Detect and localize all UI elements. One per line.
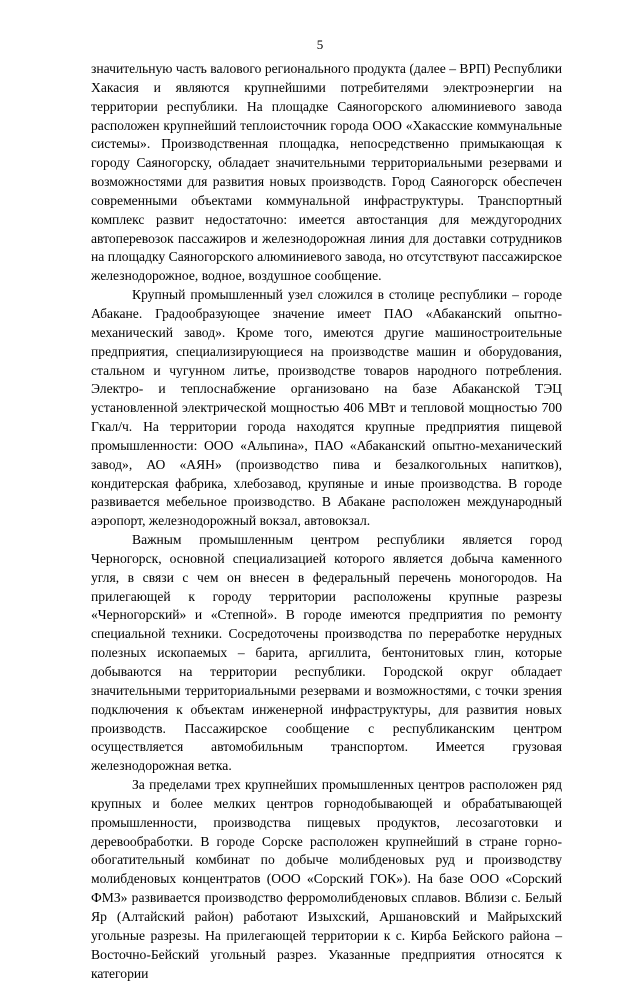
document-body [91, 60, 562, 983]
page-number: 5 [316, 37, 324, 52]
paragraph-abakan: Крупный промышленный узел сложился в столице республики – городе Абакане. Градообразующее значение имеет ПАО «Абаканский опытно-механический завод». Кроме того, имеются другие машиностроительные предприятия, специализирующиеся на производстве машин и оборудования, стальном и чугунном литье, производстве товаров народного потребления. Электро- и теплоснабжение организовано на базе Абаканской ТЭЦ установленной электрической мощностью 406 МВт и тепловой мощностью 700 Гкал/ч. На территории города находятся крупные предприятия пищевой промышленности: ООО «Альпина», ПАО «Абаканский опытно-механический завод», АО «АЯН» (производство пива и безалкогольных напитков), кондитерская фабрика, хлебозавод, крупяные и иные производства. В городе развивается мебельное производство. В Абакане расположен международный аэропорт, железнодорожный вокзал, автовокзал. [91, 287, 562, 529]
paragraph-continuation: значительную часть валового регионального продукта (далее – ВРП) Республики Хакасия и являются крупнейшими потребителями электроэнергии на территории республики. На площадке Саяногорского алюминиевого завода расположен крупнейший теплоисточник города ООО «Хакасские коммунальные системы». Производственная площадка, непосредственно примыкающая к городу Саяногорску, обладает значительными территориальными резервами и возможностями для развития новых производств. Город Саяногорск обеспечен современными объектами коммунальной инфраструктуры. Транспортный комплекс развит недостаточно: имеется автостанция для междугородних автоперевозок пассажиров и железнодорожная линия для доставки сотрудников на площадку Саяногорского алюминиевого завода, но отсутствуют пассажирское железнодорожное, водное, воздушное сообщение. [91, 61, 562, 284]
paragraph-chernogorsk: Важным промышленным центром республики является город Черногорск, основной специализацией которого является добыча каменного угля, в связи с чем он внесен в федеральный перечень моногородов. На прилегающей к городу территории расположены крупные разрезы «Черногорский» и «Степной». В городе имеются предприятия по ремонту специальной техники. Сосредоточены производства по переработке нерудных полезных ископаемых – барита, аргиллита, бентонитовых глин, которые добываются на территории республики. Городской округ обладает значительными территориальными резервами и возможностями, с точки зрения подключения к объектам инженерной инфраструктуры, для развития новых производств. Пассажирское сообщение с республиканским центром осуществляется автомобильным транспортом. Имеется грузовая железнодорожная ветка. [91, 532, 562, 774]
paragraph-other-centers: За пределами трех крупнейших промышленных центров расположен ряд крупных и более мелких центров горнодобывающей и обрабатывающей промышленности, производства пищевых продуктов, лесозаготовки и деревообработки. В городе Сорске расположен крупнейший в стране горно-обогатительный комбинат по добыче молибденовых руд и производству молибденовых концентратов (ООО «Сорский ГОК»). На базе ООО «Сорский ФМЗ» развивается производство ферромолибденовых сплавов. Вблизи с. Белый Яр (Алтайский район) работают Изыхский, Аршановский и Майрыхский угольные разрезы. На прилегающей территории к с. Кирба Бейского района – Восточно-Бейский угольный разрез. Указанные предприятия относятся к категории [91, 777, 562, 981]
